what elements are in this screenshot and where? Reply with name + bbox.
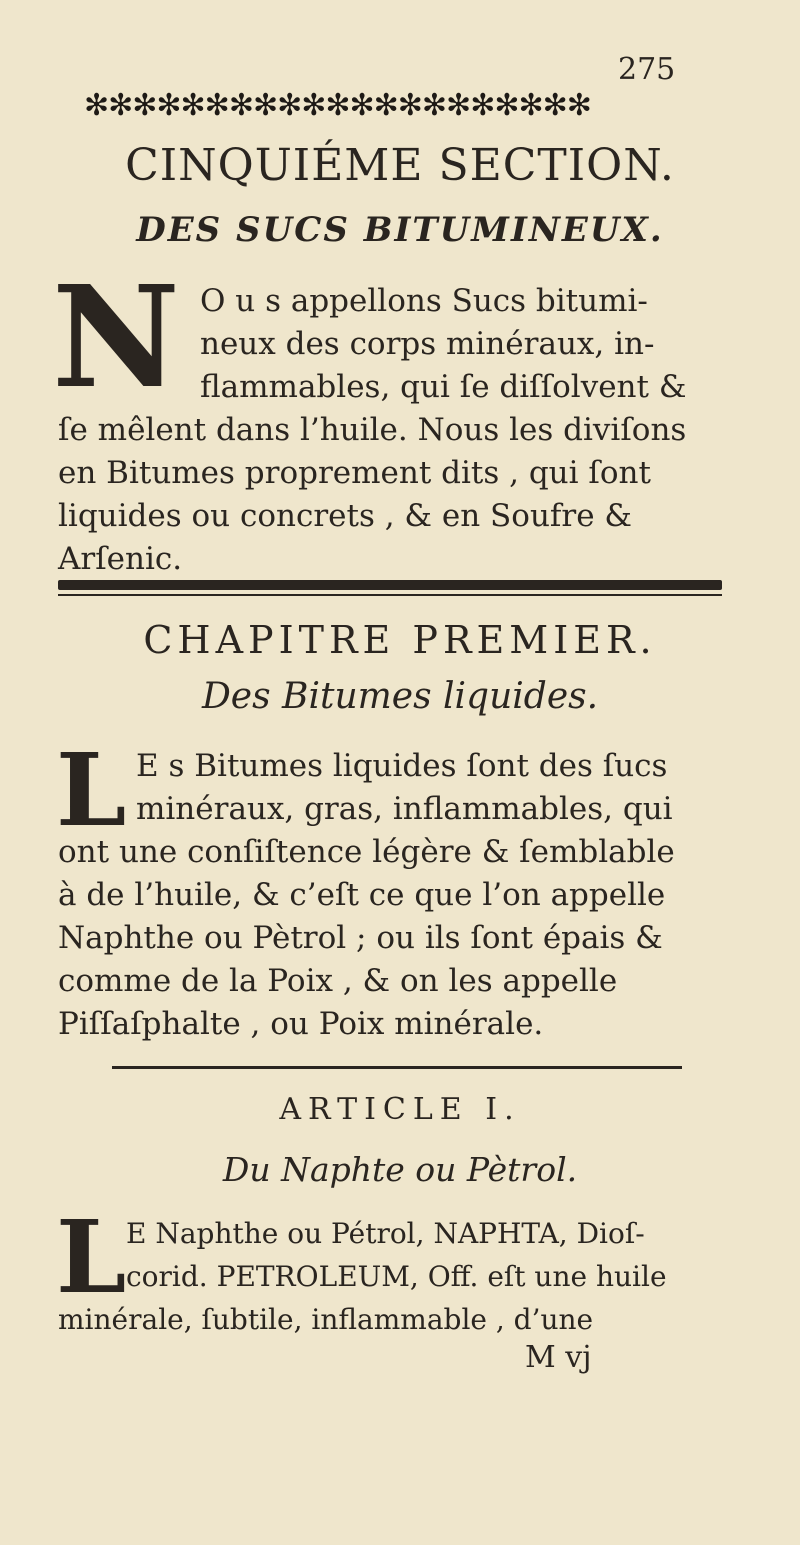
article-subtitle: Du Naphte ou Pètrol. [222,1150,578,1189]
chapter-line: à de l’huile, & c’eſt ce que l’on appelle [58,877,666,913]
article-line: corid. PETROLEUM, Off. eſt une huile [126,1260,667,1293]
article-divider [112,1066,682,1069]
article-drop-cap: L [56,1198,127,1316]
section-divider [58,580,722,590]
chapter-title: CHAPITRE PREMIER. [143,618,657,662]
chapter-line: E s Bitumes liquides ſont des ſucs [136,748,668,784]
signature-mark: M vj [525,1340,592,1375]
chapter-line: ont une conſiſtence légère & ſemblable [58,834,675,870]
chapter-line: minéraux, gras, inflammables, qui [136,791,673,827]
section-drop-cap: N [52,256,180,420]
section-line: en Bitumes proprement dits , qui ſont [58,455,651,491]
chapter-subtitle: Des Bitumes liquides. [201,676,599,717]
section-title: CINQUIÉME SECTION. [125,140,675,191]
section-line: neux des corps minéraux, in- [200,326,655,362]
ornament-band: ✻✻✻✻✻✻✻✻✻✻✻✻✻✻✻✻✻✻✻✻✻ [84,88,591,123]
chapter-line: Piſſaſphalte , ou Poix minérale. [58,1006,544,1042]
chapter-drop-cap: L [56,731,127,849]
section-line: liquides ou concrets , & en Soufre & [58,498,632,534]
section-divider-thin [58,594,722,596]
article-line: minérale, ſubtile, inflammable , d’une [58,1303,594,1336]
section-line: ſe mêlent dans l’huile. Nous les diviſons [58,412,687,448]
section-subtitle: DES SUCS BITUMINEUX. [136,210,664,250]
section-line: flammables, qui ſe diſſolvent & [200,369,687,405]
article-line: E Naphthe ou Pétrol, NAPHTA, Dioſ- [126,1217,645,1250]
page-number: 275 [618,52,676,87]
chapter-line: comme de la Poix , & on les appelle [58,963,618,999]
section-line: O u s appellons Sucs bitumi- [200,283,648,319]
section-line: Arſenic. [58,541,183,577]
article-title: ARTICLE I. [279,1092,521,1127]
chapter-line: Naphthe ou Pètrol ; ou ils ſont épais & [58,920,663,956]
